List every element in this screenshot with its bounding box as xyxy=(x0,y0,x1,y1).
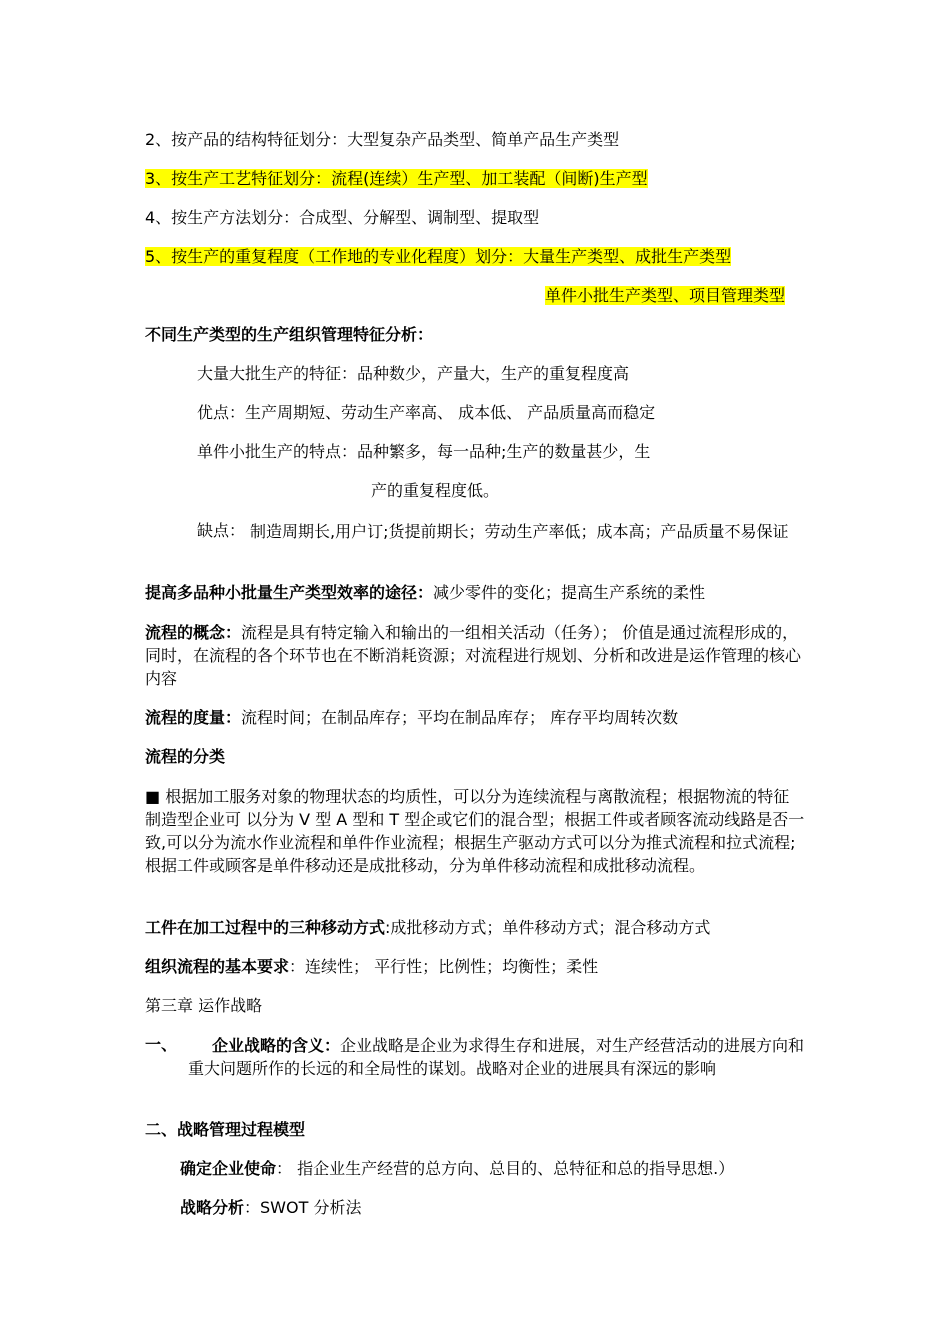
efficiency-text: 减少零件的变化；提高生产系统的柔性 xyxy=(433,583,706,602)
mission-paragraph xyxy=(180,1158,734,1180)
strategy-analysis-text: ：SWOT 分析法 xyxy=(244,1198,362,1217)
org-requirements-text: ：连续性； 平行性；比例性；均衡性；柔性 xyxy=(289,957,599,976)
move-modes-text: :成批移动方式；单件移动方式；混合移动方式 xyxy=(385,918,711,937)
efficiency-paragraph xyxy=(145,582,705,604)
classification-item-4: 4、按生产方法划分：合成型、分解型、调制型、提取型 xyxy=(145,208,540,227)
section-1-text: 企业战略是企业为求得生存和进展，对生产经营活动的进展方向和重大问题所作的长远的和全局性的谋划。战略对企业的进展具有深远的影响 xyxy=(188,1036,805,1078)
process-types-text: 根据加工服务对象的物理状态的均质性，可以分为连续流程与离散流程；根据物流的特征 制造型企业可 以分为 V 型 A 型和 T 型企或它们的混合型；根据工件或者顾客流动线路是否一致,可以分为流水作业流程和单件作业流程；根据生产驱动方式可以分为推式流程和拉式流程;根据工件或顾客是单件移动还是成批移动，分为单件移动流程和成批移动流程。 xyxy=(145,787,805,875)
strategy-analysis-paragraph xyxy=(180,1197,361,1219)
move-modes-paragraph xyxy=(145,917,710,939)
org-requirements-paragraph xyxy=(145,956,598,978)
process-measure-label: 流程的度量： xyxy=(145,708,242,727)
small-batch-disadvantages-label: 缺点： xyxy=(197,521,246,540)
mission-text: ： 指企业生产经营的总方向、总目的、总特征和总的指导思想.） xyxy=(276,1159,735,1178)
section-1-number: 一、 xyxy=(145,1035,178,1054)
classification-item-2: 2、按产品的结构特征划分：大型复杂产品类型、简单产品生产类型 xyxy=(145,130,620,149)
efficiency-label: 提高多品种小批量生产类型效率的途径： xyxy=(145,583,434,602)
highlighted-text: 5、按生产的重复程度（工作地的专业化程度）划分：大量生产类型、成批生产类型 xyxy=(145,247,732,266)
org-analysis-heading: 不同生产类型的生产组织管理特征分析： xyxy=(145,325,434,344)
move-modes-label: 工件在加工过程中的三种移动方式 xyxy=(145,918,386,937)
classification-item-5-continuation xyxy=(545,285,785,307)
small-batch-features-line1: 单件小批生产的特点：品种繁多，每一品种;生产的数量甚少，生 xyxy=(197,442,651,461)
classification-item-5 xyxy=(145,246,731,268)
small-batch-disadvantages-text: 制造周期长,用户订;货提前期长；劳动生产率低；成本高；产品质量不易保证 xyxy=(250,522,789,541)
process-types-heading: 流程的分类 xyxy=(145,747,226,766)
classification-item-3 xyxy=(145,168,648,190)
section-1-paragraph xyxy=(188,1034,808,1080)
process-concept-label: 流程的概念： xyxy=(145,623,242,642)
highlighted-text: 3、按生产工艺特征划分：流程(连续）生产型、加工装配（间断)生产型 xyxy=(145,169,648,188)
mass-production-advantages: 优点：生产周期短、劳动生产率高、 成本低、 产品质量高而稳定 xyxy=(197,403,656,422)
process-concept-paragraph xyxy=(145,621,805,690)
mission-label: 确定企业使命 xyxy=(180,1159,277,1178)
process-types-paragraph xyxy=(145,785,810,877)
process-concept-text: 流程是具有特定输入和输出的一组相关活动（任务）； 价值是通过流程形成的，同时，在流程的各个环节也在不断消耗资源；对流程进行规划、分析和改进是运作管理的核心内容 xyxy=(145,623,802,688)
process-measure-paragraph xyxy=(145,707,678,729)
org-requirements-label: 组织流程的基本要求 xyxy=(145,957,290,976)
highlighted-text: 单件小批生产类型、项目管理类型 xyxy=(544,286,785,305)
section-2-heading: 二、战略管理过程模型 xyxy=(145,1120,306,1139)
chapter-title: 第三章 运作战略 xyxy=(145,996,263,1015)
small-batch-features-line2: 产的重复程度低。 xyxy=(371,481,500,500)
section-1-label: 企业战略的含义： xyxy=(212,1036,341,1055)
process-measure-text: 流程时间；在制品库存；平均在制品库存； 库存平均周转次数 xyxy=(241,708,679,727)
strategy-analysis-label: 战略分析 xyxy=(180,1198,245,1217)
mass-production-features: 大量大批生产的特征：品种数少，产量大，生产的重复程度高 xyxy=(197,364,630,383)
bullet-icon: ■ xyxy=(145,787,161,806)
